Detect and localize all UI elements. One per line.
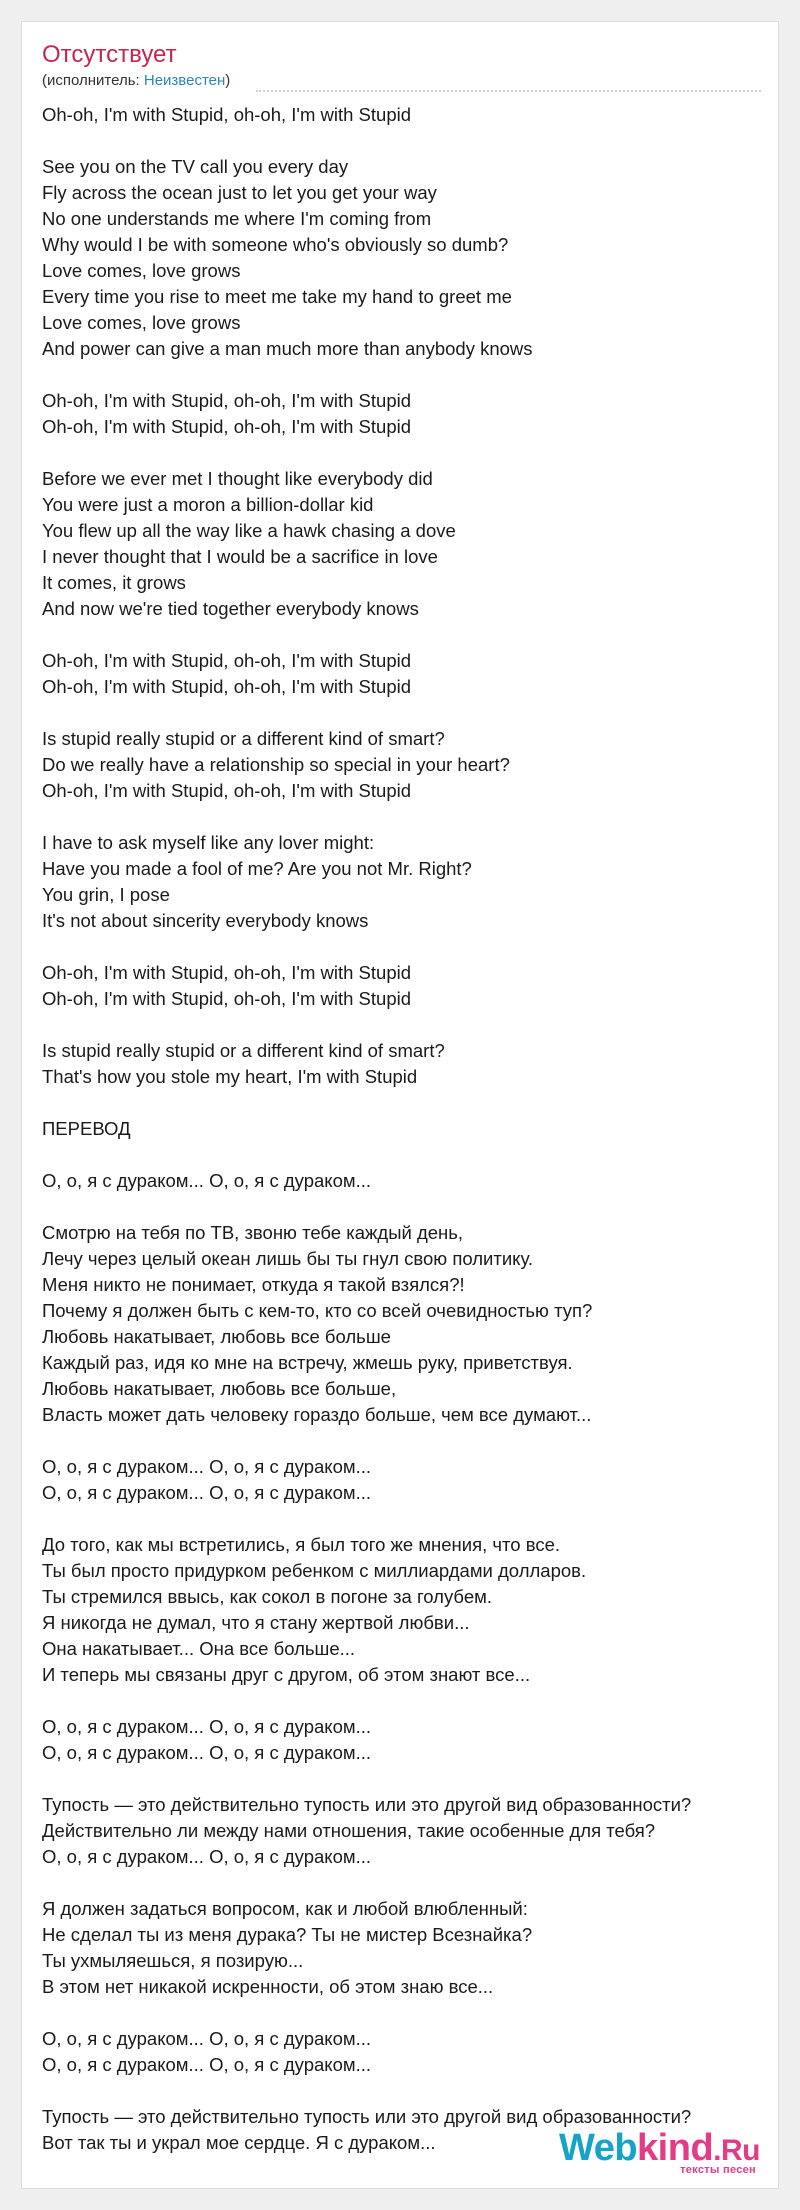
lyric-line: Love comes, love grows (42, 312, 241, 333)
lyric-line: No one understands me where I'm coming from (42, 208, 432, 229)
blank-line (42, 1012, 762, 1038)
lyric-line: Я должен задаться вопросом, как и любой влюбленный: (42, 1898, 528, 1919)
lyric-line: Любовь накатывает, любовь все больше, (42, 1378, 397, 1399)
lyric-line: Я никогда не думал, что я стану жертвой любви... (42, 1612, 470, 1633)
lyric-line: О, о, я с дураком... О, о, я с дураком... (42, 1742, 371, 1763)
lyric-line: Ты ухмыляешься, я позирую... (42, 1950, 304, 1971)
lyric-line: Oh-oh, I'm with Stupid, oh-oh, I'm with Stupid (42, 988, 412, 1009)
logo-kind-text: kind (637, 2127, 714, 2169)
header-divider (256, 90, 761, 92)
lyric-line: Love comes, love grows (42, 260, 241, 281)
lyric-line: Do we really have a relationship so special in your heart? (42, 754, 510, 775)
blank-line (42, 1142, 762, 1168)
lyric-line: Oh-oh, I'm with Stupid, oh-oh, I'm with Stupid (42, 104, 412, 125)
lyric-line: О, о, я с дураком... О, о, я с дураком... (42, 1170, 371, 1191)
lyric-line: Меня никто не понимает, откуда я такой взялся?! (42, 1274, 465, 1295)
blank-line (42, 1766, 762, 1792)
lyric-line: До того, как мы встретились, я был того же мнения, что все. (42, 1534, 561, 1555)
lyric-line: I have to ask myself like any lover might: (42, 832, 375, 853)
lyric-line: Oh-oh, I'm with Stupid, oh-oh, I'm with Stupid (42, 780, 412, 801)
lyric-line: О, о, я с дураком... О, о, я с дураком... (42, 2028, 371, 2049)
lyric-line: Fly across the ocean just to let you get your way (42, 182, 437, 203)
lyric-line: Тупость — это действительно тупость или это другой вид образованности? (42, 2106, 692, 2127)
lyric-line: Ты был просто придурком ребенком с миллиардами долларов. (42, 1560, 587, 1581)
lyric-line: You grin, I pose (42, 884, 170, 905)
lyric-line: I never thought that I would be a sacrifice in love (42, 546, 438, 567)
lyric-line: Власть может дать человеку гораздо больше, чем все думают... (42, 1404, 592, 1425)
logo-tld-text: .Ru (713, 2134, 760, 2167)
lyric-line: You were just a moron a billion-dollar kid (42, 494, 374, 515)
lyric-line: Oh-oh, I'm with Stupid, oh-oh, I'm with Stupid (42, 676, 412, 697)
lyric-line: Every time you rise to meet me take my hand to greet me (42, 286, 512, 307)
lyrics-text (42, 102, 762, 2156)
lyric-line: Тупость — это действительно тупость или это другой вид образованности? (42, 1794, 692, 1815)
artist-link[interactable]: Неизвестен (143, 72, 226, 89)
lyric-line: It's not about sincerity everybody knows (42, 910, 369, 931)
song-title: Отсутствует (42, 41, 177, 68)
blank-line (42, 804, 762, 830)
byline-prefix: (исполнитель: (42, 72, 144, 89)
lyric-line: Почему я должен быть с кем-то, кто со всей очевидностью туп? (42, 1300, 593, 1321)
lyric-line: ПЕРЕВОД (42, 1118, 131, 1139)
logo-tagline: тексты песен (680, 2164, 756, 2176)
lyric-line: Is stupid really stupid or a different kind of smart? (42, 1040, 445, 1061)
blank-line (42, 128, 762, 154)
lyric-line: Действительно ли между нами отношения, такие особенные для тебя? (42, 1820, 656, 1841)
blank-line (42, 2000, 762, 2026)
lyric-line: And now we're tied together everybody knows (42, 598, 419, 619)
lyric-line: О, о, я с дураком... О, о, я с дураком... (42, 1846, 371, 1867)
lyric-line: You flew up all the way like a hawk chasing a dove (42, 520, 456, 541)
lyric-line: Ты стремился ввысь, как сокол в погоне за голубем. (42, 1586, 492, 1607)
lyric-line: Oh-oh, I'm with Stupid, oh-oh, I'm with Stupid (42, 650, 412, 671)
blank-line (42, 440, 762, 466)
webkind-logo[interactable] (559, 2129, 760, 2176)
blank-line (42, 2078, 762, 2104)
lyric-line: О, о, я с дураком... О, о, я с дураком... (42, 1456, 371, 1477)
lyric-line: Она накатывает... Она все больше... (42, 1638, 356, 1659)
lyric-line: Oh-oh, I'm with Stupid, oh-oh, I'm with Stupid (42, 962, 412, 983)
lyric-line: О, о, я с дураком... О, о, я с дураком... (42, 1716, 371, 1737)
byline-suffix: ) (225, 72, 231, 89)
lyric-line: It comes, it grows (42, 572, 186, 593)
lyric-line: В этом нет никакой искренности, об этом знаю все... (42, 1976, 494, 1997)
lyric-line: Каждый раз, идя ко мне на встречу, жмешь руку, приветствуя. (42, 1352, 573, 1373)
logo-web-text: Web (559, 2127, 638, 2169)
lyric-line: О, о, я с дураком... О, о, я с дураком... (42, 1482, 371, 1503)
blank-line (42, 622, 762, 648)
lyric-line: И теперь мы связаны друг с другом, об этом знают все... (42, 1664, 531, 1685)
lyric-line: О, о, я с дураком... О, о, я с дураком... (42, 2054, 371, 2075)
lyric-line: Oh-oh, I'm with Stupid, oh-oh, I'm with Stupid (42, 416, 412, 437)
blank-line (42, 934, 762, 960)
blank-line (42, 700, 762, 726)
lyric-line: That's how you stole my heart, I'm with Stupid (42, 1066, 418, 1087)
blank-line (42, 1090, 762, 1116)
lyric-line: Oh-oh, I'm with Stupid, oh-oh, I'm with Stupid (42, 390, 412, 411)
lyric-line: Не сделал ты из меня дурака? Ты не мистер Всезнайка? (42, 1924, 533, 1945)
blank-line (42, 1428, 762, 1454)
lyric-line: Смотрю на тебя по ТВ, звоню тебе каждый день, (42, 1222, 464, 1243)
lyric-line: See you on the TV call you every day (42, 156, 349, 177)
lyric-line: Have you made a fool of me? Are you not Mr. Right? (42, 858, 472, 879)
lyric-line: Любовь накатывает, любовь все больше (42, 1326, 391, 1347)
artist-byline (42, 72, 230, 90)
blank-line (42, 362, 762, 388)
blank-line (42, 1870, 762, 1896)
blank-line (42, 1194, 762, 1220)
lyric-line: Лечу через целый океан лишь бы ты гнул свою политику. (42, 1248, 533, 1269)
lyric-line: And power can give a man much more than anybody knows (42, 338, 533, 359)
lyric-line: Is stupid really stupid or a different kind of smart? (42, 728, 445, 749)
lyrics-card (21, 21, 779, 2189)
lyric-line: Why would I be with someone who's obviously so dumb? (42, 234, 509, 255)
lyric-line: Вот так ты и украл мое сердце. Я с дураком... (42, 2132, 436, 2153)
blank-line (42, 1688, 762, 1714)
blank-line (42, 1506, 762, 1532)
lyric-line: Before we ever met I thought like everybody did (42, 468, 433, 489)
